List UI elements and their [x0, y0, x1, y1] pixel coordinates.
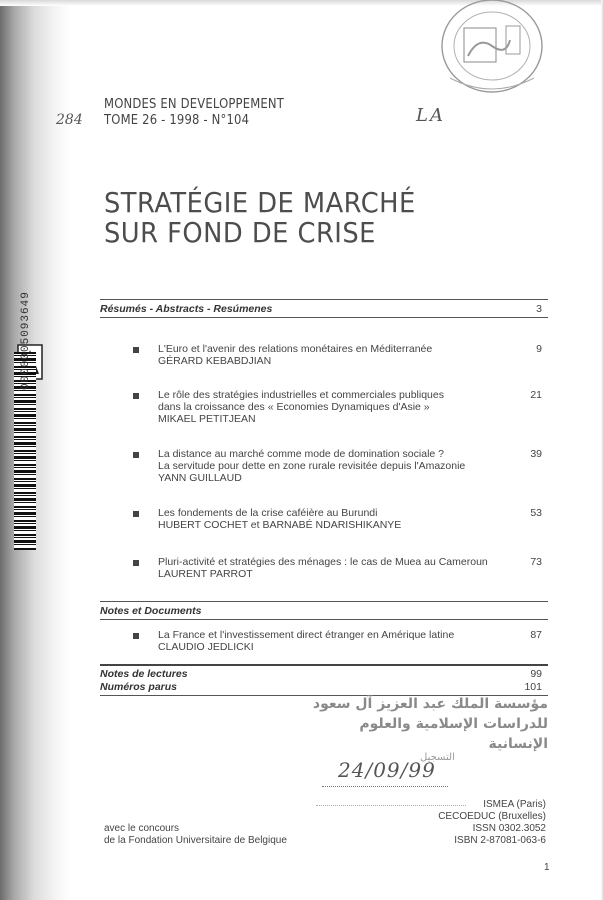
entry-title: La distance au marché comme mode de domination sociale ?: [158, 448, 444, 460]
entry-title: Pluri-activité et stratégies des ménages : le cas de Muea au Cameroun: [158, 556, 488, 568]
section-rule-top: [100, 299, 548, 300]
entry-title-cont: La servitude pour dette en zone rurale revisitée depuis l'Amazonie: [158, 460, 466, 472]
entry-author: CLAUDIO JEDLICKI: [158, 641, 254, 653]
date-underline: [322, 786, 448, 787]
entry-page: 73: [530, 556, 542, 568]
publisher-line: CECOEDUC (Bruxelles): [438, 811, 546, 822]
abstracts-section: [100, 303, 548, 315]
issue-title: [104, 188, 416, 248]
toc-entry[interactable]: [158, 343, 498, 367]
isbn-line: ISBN 2-87081-063-6: [454, 835, 546, 846]
abstracts-label: Résumés - Abstracts - Resúmenes: [100, 303, 273, 315]
entry-title: Les fondements de la crise caféière au Burundi: [158, 507, 378, 519]
publisher-line: ISMEA (Paris): [483, 799, 546, 810]
entry-page: 39: [530, 448, 542, 460]
back-matter-row[interactable]: [100, 681, 548, 693]
bullet-icon: [133, 511, 139, 517]
handwritten-number: 284: [56, 112, 83, 128]
entry-author: MIKAEL PETITJEAN: [158, 413, 256, 425]
document-page: 0000005093649 284 LA MONDES EN DEVELOPPEMENT TOME 26 - 1998 - N°104 STRATÉGIE DE MARCHÉ SUR FOND DE CRISE Résumés - Abstracts - Resúmenes 3 L'Euro et l'avenir des relations monétaires en Méditerranée GÉRARD KEBABDJIAN 9 Le rôle des stratégies industrielles et commerciales publiques dans la croissance des « Economies Dynamiques d'Asie » MIKAEL PETITJEAN 21 La distance au marché comme mode de domination sociale ? La servitude pour dette en zone rurale revisitée depuis l'Amazonie YANN GUILLAUD 39 Les fondements de la crise caféière au Burundi HUBERT COCHET et BARNABÉ NDARISHIKANYE 53 Pluri-activité et stratégies des ménages : le cas de Muea au Cameroun LAURENT PARROT 73 Notes et Documents La France et l'investissement direct étranger en Amérique latine CLAUDIO JEDLICKI 87 Notes de lectures 99 Numéros parus 101 مؤسسة الملك عبد العزيز آل سعود للدراسات الإسلامية والعلوم الإنسانية التسجيل 24/09/99 ISMEA (Paris) CECOEDUC (Bruxelles) ISSN 0302.3052 ISBN 2-87081-063-6 avec le concours de la Fondation Universitaire de Belgique 1: [0, 0, 604, 900]
notes-section-label: Notes et Documents: [100, 605, 202, 617]
journal-name: MONDES EN DEVELOPPEMENT: [104, 96, 285, 112]
toc-entry[interactable]: [158, 629, 498, 653]
bullet-icon: [133, 393, 139, 399]
publishers-block: [438, 799, 546, 847]
entry-title: Le rôle des stratégies industrielles et commerciales publiques: [158, 389, 444, 401]
back-matter-page: 101: [524, 681, 542, 693]
abstracts-page: 3: [536, 303, 542, 315]
arabic-stamp-small: التسجيل: [420, 752, 455, 763]
issue-title-line2: SUR FOND DE CRISE: [104, 216, 376, 249]
notes-rule-top: [100, 601, 548, 602]
entry-page: 21: [530, 389, 542, 401]
entry-author: YANN GUILLAUD: [158, 472, 242, 484]
entry-title: La France et l'investissement direct étranger en Amérique latine: [158, 629, 455, 641]
toc-entry[interactable]: [158, 448, 498, 484]
entry-author: GÉRARD KEBABDJIAN: [158, 355, 272, 367]
entry-author: HUBERT COCHET et BARNABÉ NDARISHIKANYE: [158, 519, 402, 531]
notes-rule-bottom: [100, 619, 548, 620]
toc-entry[interactable]: [158, 389, 498, 425]
back-matter-label: Notes de lectures: [100, 668, 188, 680]
concours-line: avec le concours: [104, 823, 180, 834]
bullet-icon: [133, 452, 139, 458]
handwritten-date: 24/09/99: [338, 758, 436, 782]
bullet-icon: [133, 633, 139, 639]
section-rule-bottom: [100, 317, 548, 318]
entry-page: 87: [530, 629, 542, 641]
arabic-stamp-line2: للدراسات الإسلامية والعلوم الإنسانية: [359, 716, 548, 752]
bullet-icon: [133, 347, 139, 353]
entry-title-cont: dans la croissance des « Economies Dynamiques d'Asie »: [158, 401, 430, 413]
entry-page: 9: [536, 343, 542, 355]
toc-entry[interactable]: [158, 507, 498, 531]
concours-block: [104, 823, 287, 847]
journal-header: [104, 96, 284, 128]
issn-line: ISSN 0302.3052: [472, 823, 546, 834]
arabic-stamp: [296, 694, 548, 754]
back-matter-row[interactable]: [100, 668, 548, 680]
entry-author: LAURENT PARROT: [158, 568, 253, 580]
library-stamp-icon: [420, 0, 550, 112]
bullet-icon: [133, 560, 139, 566]
page-number: 1: [544, 862, 550, 873]
back-matter-rule: [100, 664, 548, 666]
issue-title-line1: STRATÉGIE DE MARCHÉ: [104, 186, 416, 219]
back-matter-page: 99: [530, 668, 542, 680]
entry-title: L'Euro et l'avenir des relations monétaires en Méditerranée: [158, 343, 433, 355]
toc-entry[interactable]: [158, 556, 498, 580]
handwritten-mark: LA: [416, 105, 445, 126]
arabic-stamp-line1: مؤسسة الملك عبد العزيز آل سعود: [312, 696, 548, 712]
volume-line: TOME 26 - 1998 - N°104: [104, 112, 250, 128]
back-matter-label: Numéros parus: [100, 681, 178, 693]
entry-page: 53: [530, 507, 542, 519]
concours-line: de la Fondation Universitaire de Belgique: [104, 835, 287, 846]
